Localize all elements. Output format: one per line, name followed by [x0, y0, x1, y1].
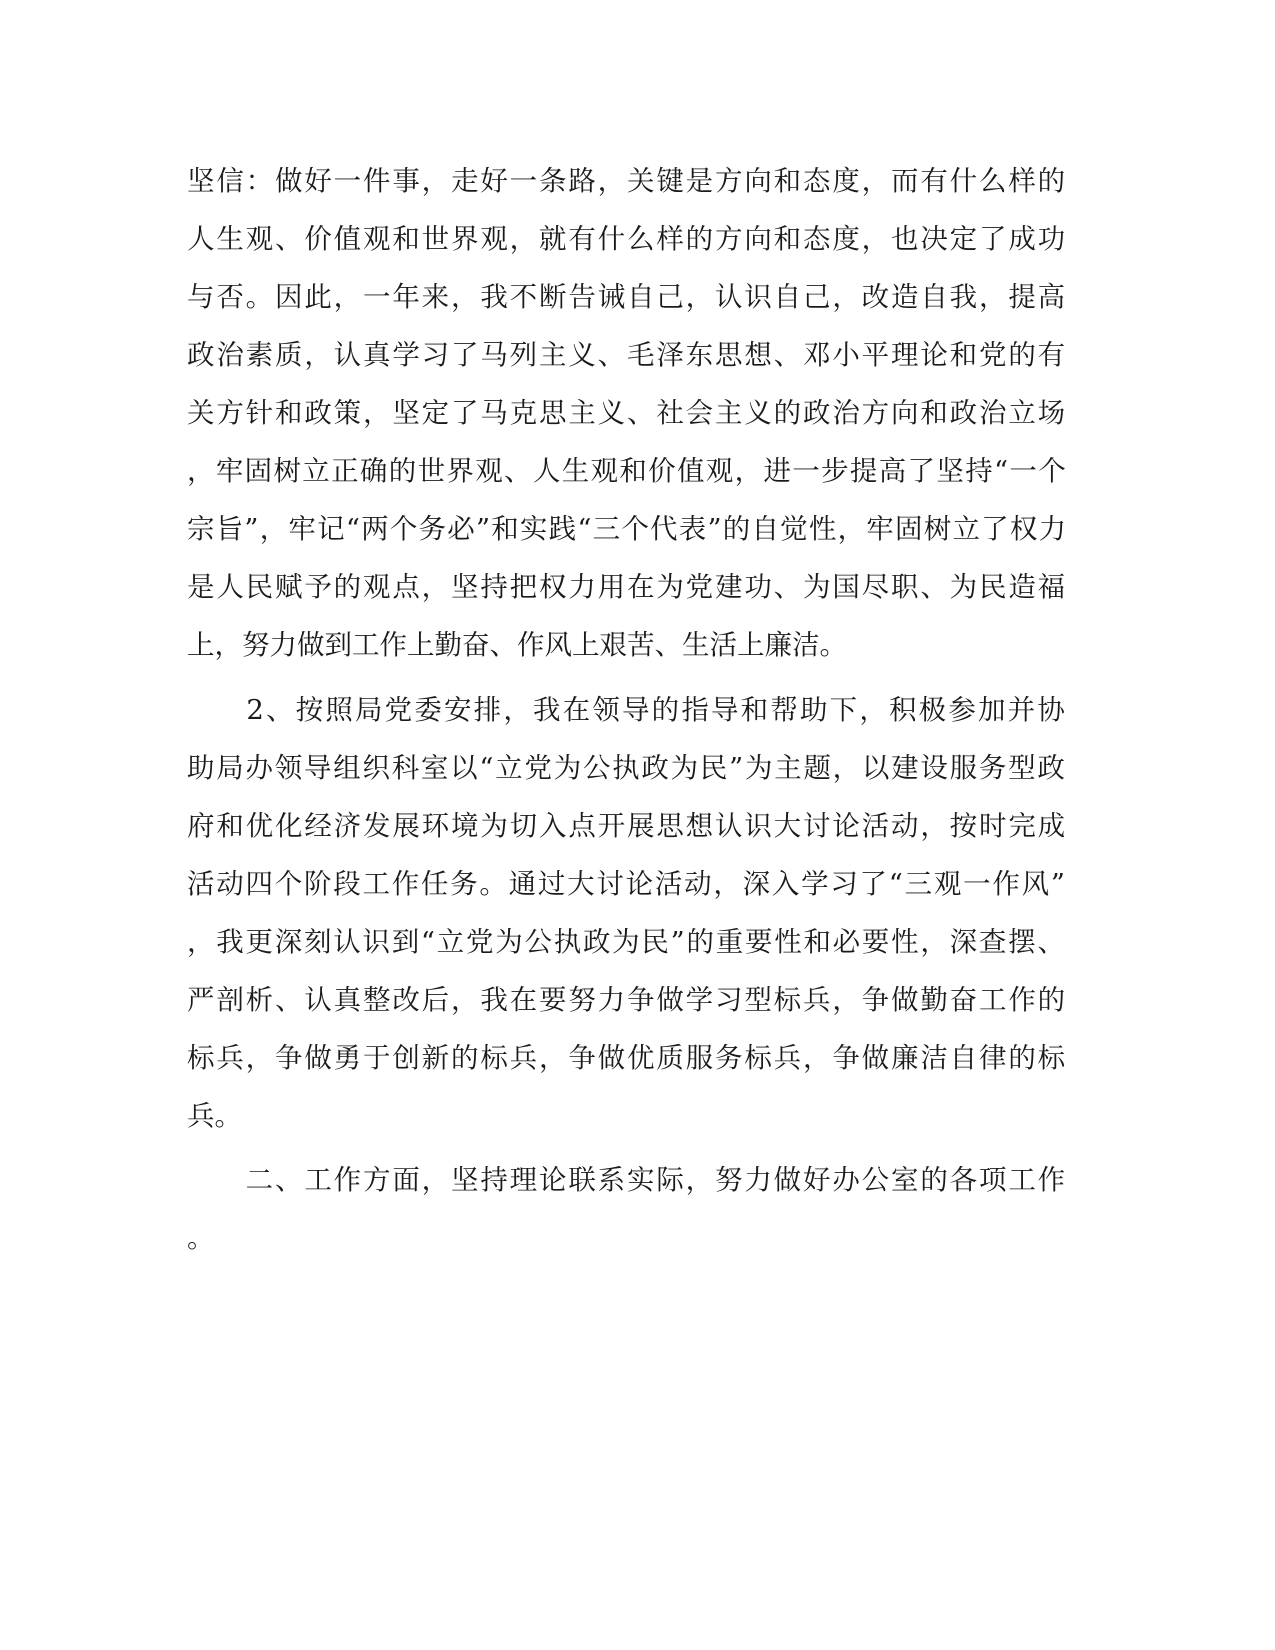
text-line: 是人民赋予的观点，坚持把权力用在为党建功、为国尽职、为民造福: [187, 571, 1067, 603]
text-line: ，我更深刻认识到“立党为公执政为民”的重要性和必要性，深查摆、: [187, 926, 1067, 958]
text-line: 关方针和政策，坚定了马克思主义、社会主义的政治方向和政治立场: [187, 397, 1067, 429]
text-line: 标兵，争做勇于创新的标兵，争做优质服务标兵，争做廉洁自律的标: [187, 1042, 1067, 1074]
text-line: 。: [187, 1222, 215, 1254]
text-line: 兵。: [187, 1100, 242, 1132]
text-line: ，牢固树立正确的世界观、人生观和价值观，进一步提高了坚持“一个: [187, 455, 1068, 487]
text-line: 坚信：做好一件事，走好一条路，关键是方向和态度，而有什么样的: [187, 165, 1067, 197]
text-line: 与否。因此，一年来，我不断告诫自己，认识自己，改造自我，提高: [187, 281, 1067, 313]
text-line: 严剖析、认真整改后，我在要努力争做学习型标兵，争做勤奋工作的: [187, 984, 1067, 1016]
text-line: 宗旨”，牢记“两个务必”和实践“三个代表”的自觉性，牢固树立了权力: [187, 513, 1068, 545]
text-line: 助局办领导组织科室以“立党为公执政为民”为主题，以建设服务型政: [187, 752, 1067, 784]
text-line: 上，努力做到工作上勤奋、作风上艰苦、生活上廉洁。: [187, 629, 847, 661]
text-line: 政治素质，认真学习了马列主义、毛泽东思想、邓小平理论和党的有: [187, 339, 1067, 371]
text-line: 人生观、价值观和世界观，就有什么样的方向和态度，也决定了成功: [187, 223, 1067, 255]
text-line: 活动四个阶段工作任务。通过大讨论活动，深入学习了“三观一作风”: [187, 868, 1067, 900]
section-heading-line: 二、工作方面，坚持理论联系实际，努力做好办公室的各项工作: [187, 1164, 1067, 1196]
text-line: 府和优化经济发展环境为切入点开展思想认识大讨论活动，按时完成: [187, 810, 1067, 842]
text-line: 2、按照局党委安排，我在领导的指导和帮助下，积极参加并协: [187, 694, 1067, 726]
